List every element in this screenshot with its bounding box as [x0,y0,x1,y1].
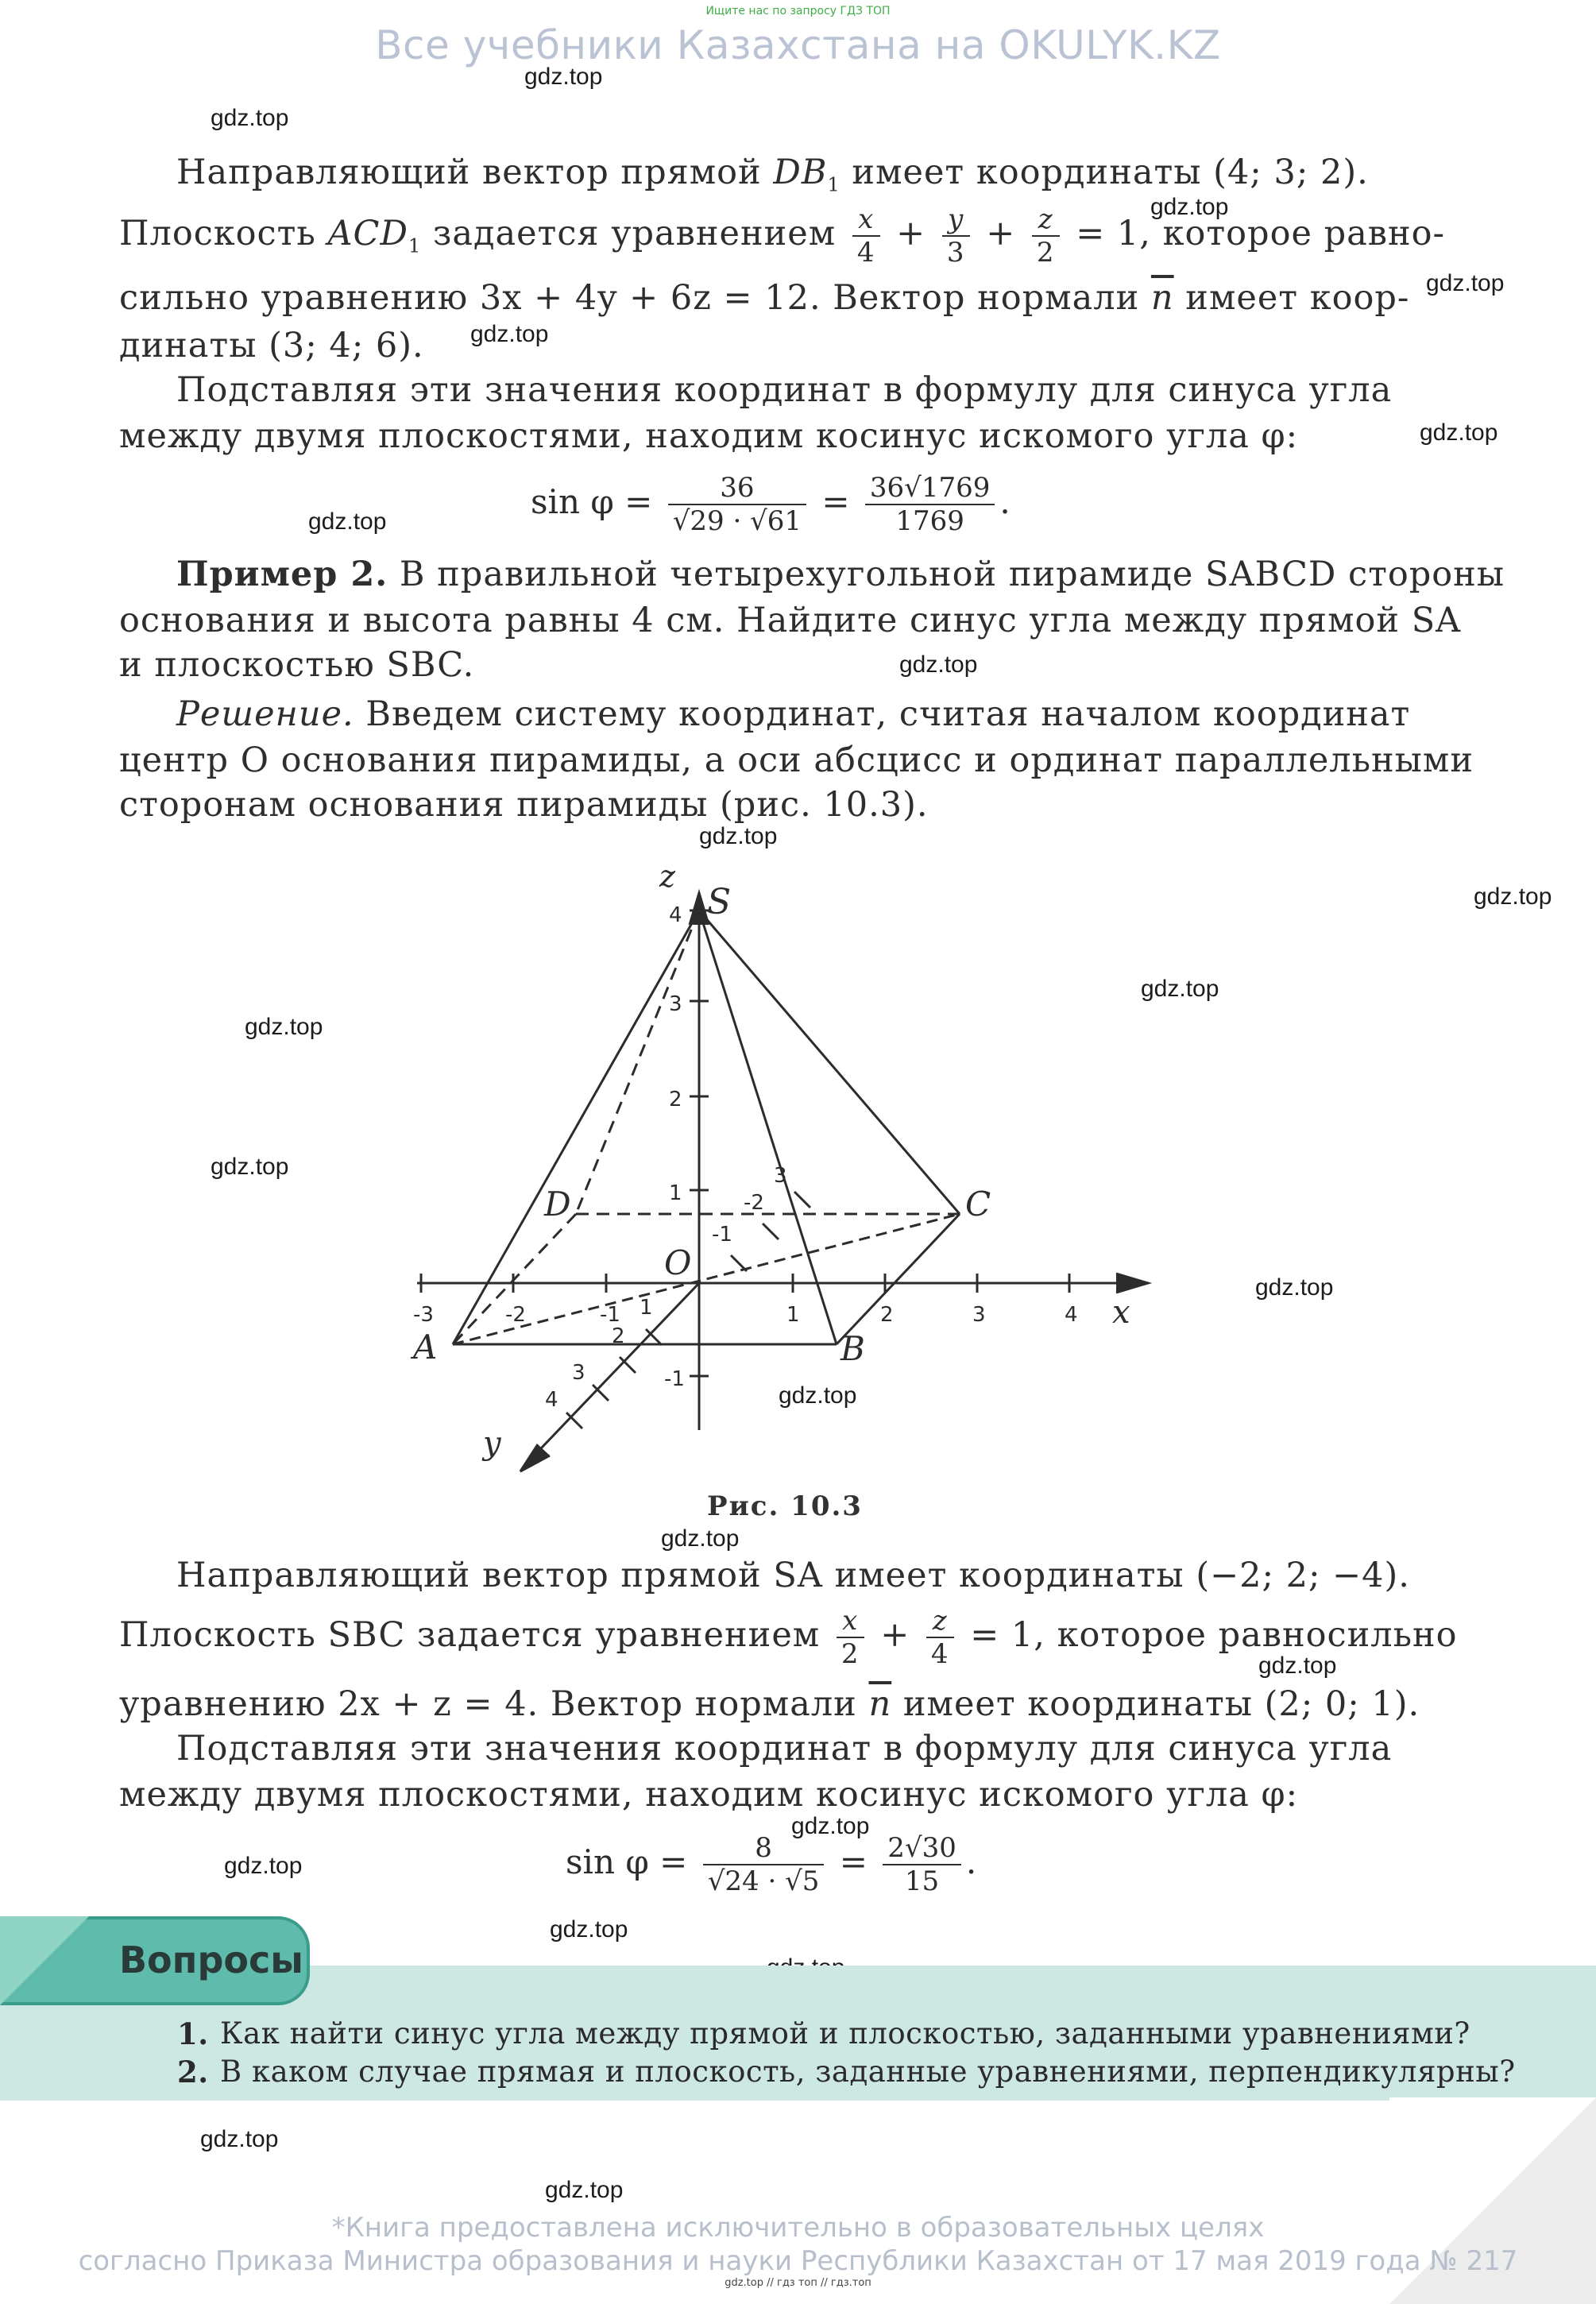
watermark: gdz.top [1150,194,1229,220]
watermark: gdz.top [524,64,603,90]
pyramid-figure [381,842,1208,1494]
y-axis-arrow-icon [520,1444,550,1471]
question-item: 1. Как найти синус угла между прямой и плоскостью, заданными уравнениями? [177,2016,1470,2051]
z-tick-label: 2 [669,1088,682,1111]
watermark: gdz.top [661,1525,740,1552]
y-tick-label: 1 [640,1296,653,1320]
axis-label-x: x [1112,1294,1130,1331]
z-tick-label: -1 [664,1367,685,1391]
question-item: 2. В каком случае прямая и плоскость, заданные уравнениями, перпендикулярны? [177,2055,1516,2089]
edge-SB [699,910,837,1344]
para4-line1: Подставляя эти значения координат в формулу для синуса угла [176,1729,1393,1769]
para3-line2: Плоскость SBC задается уравнением $\frac{x}{2}$ + $\frac{z}{4}$ = 1, которое равносильно [119,1605,1458,1670]
para3-line1: Направляющий вектор прямой SA имеет координаты (−2; 2; −4). [176,1556,1410,1595]
x-axis-arrow-icon [1116,1274,1148,1293]
point-A: A [413,1328,438,1367]
watermark: gdz.top [1420,419,1498,446]
para1-line4: динаты (3; 4; 6). [119,326,424,365]
para2-line2: между двумя плоскостями, находим косинус искомого угла φ: [119,416,1299,456]
y-tick-label: 3 [774,1164,787,1188]
x-tick-label: -1 [600,1303,620,1327]
watermark: gdz.top [779,1382,857,1409]
figure-caption: Рис. 10.3 [707,1490,863,1522]
equation-2: sin φ = $\frac{8}{√24 \cdot √5}$ = $\frac{2√30}{15}$ . [566,1832,977,1897]
example-line3: и плоскостью SBC. [119,645,475,685]
x-tick-label: 4 [1065,1303,1078,1327]
watermark: gdz.top [200,2126,279,2152]
footer-line2: согласно Приказа Министра образования и науки Республики Казахстан от 17 мая 2019 года № 217 [78,2245,1518,2277]
solution-line3: сторонам основания пирамиды (рис. 10.3). [119,785,929,825]
watermark: gdz.top [550,1916,628,1943]
para2-line1: Подставляя эти значения координат в формулу для синуса угла [176,370,1393,410]
watermark: gdz.top [470,321,549,347]
questions-title: Вопросы [119,1939,303,1981]
x-tick-label: 2 [880,1303,894,1327]
footer-tiny: gdz.top // гдз топ // гдз.топ [725,2277,871,2289]
para1-line3: сильно уравнению 3x + 4y + 6z = 12. Вектор нормали $\overline{n}$ имеет коор- [119,278,1410,318]
point-O: O [664,1243,692,1282]
edge-SD [576,910,699,1214]
y-tick-label: -2 [744,1191,764,1215]
watermark: gdz.top [308,508,387,535]
example-line1: Пример 2. В правильной четырехугольной пирамиде SABCD стороны [176,555,1505,594]
footer-line1: *Книга предоставлена исключительно в образовательных целях [331,2212,1265,2244]
watermark: gdz.top [1255,1274,1334,1301]
watermark: gdz.top [1258,1653,1337,1679]
watermark: gdz.top [791,1813,870,1839]
x-tick-label: 3 [972,1303,986,1327]
para1-line1: Направляющий вектор прямой $DB_1$ имеет координаты (4; 3; 2). [176,153,1369,196]
solution-line2: центр O основания пирамиды, а оси абсцисс и ординат параллельными [119,740,1474,780]
z-tick-label: 1 [669,1181,682,1205]
point-C: C [965,1185,991,1224]
watermark: gdz.top [1474,883,1552,910]
edge-SC [699,910,960,1214]
z-tick-label: 4 [669,903,682,927]
watermark: gdz.top [699,823,778,849]
watermark: gdz.top [211,105,289,131]
x-tick-label: -3 [413,1303,434,1327]
watermark: gdz.top [1426,270,1505,296]
x-tick-label: -2 [505,1303,526,1327]
point-B: B [841,1329,865,1368]
para4-line2: между двумя плоскостями, находим косинус искомого угла φ: [119,1775,1299,1815]
axis-label-z: z [659,859,676,894]
watermark: gdz.top [1141,976,1219,1002]
y-tick-label: 2 [612,1324,625,1348]
x-tick-label: 1 [786,1303,800,1327]
watermark: gdz.top [211,1154,289,1180]
y-tick-label: -1 [712,1223,732,1247]
example-line2: основания и высота равны 4 см. Найдите синус угла между прямой SA [119,601,1462,640]
header-banner[interactable]: Все учебники Казахстана на OKULYK.KZ [375,22,1221,68]
point-D: D [544,1185,571,1224]
header-tiny-note: Ищите нас по запросу ГДЗ ТОП [705,5,891,17]
edge-SA [453,910,699,1344]
watermark: gdz.top [224,1853,303,1879]
y-tick-label: 4 [545,1388,558,1412]
para1-line2: Плоскость $ACD_1$ задается уравнением $\frac{x}{4}$ + $\frac{y}{3}$ + $\frac{z}{2}$ = 1, которое равно- [119,203,1446,269]
solution-line1: Решение. Введем систему координат, считая началом координат [176,694,1411,734]
questions-tab-corner [0,1916,89,2005]
watermark: gdz.top [245,1014,323,1040]
equation-1: sin φ = $\frac{36}{√29 \cdot √61}$ = $\frac{36√1769}{1769}$ . [531,472,1011,537]
y-tick-label: 3 [572,1361,585,1385]
edge-BC [837,1214,960,1344]
para3-line3: уравнению 2x + z = 4. Вектор нормали $\overline{n}$ имеет координаты (2; 0; 1). [119,1684,1420,1724]
z-tick-label: 3 [669,992,682,1016]
watermark: gdz.top [545,2177,624,2203]
axis-label-y: y [483,1425,501,1462]
watermark: gdz.top [899,651,978,678]
point-S: S [707,882,732,922]
